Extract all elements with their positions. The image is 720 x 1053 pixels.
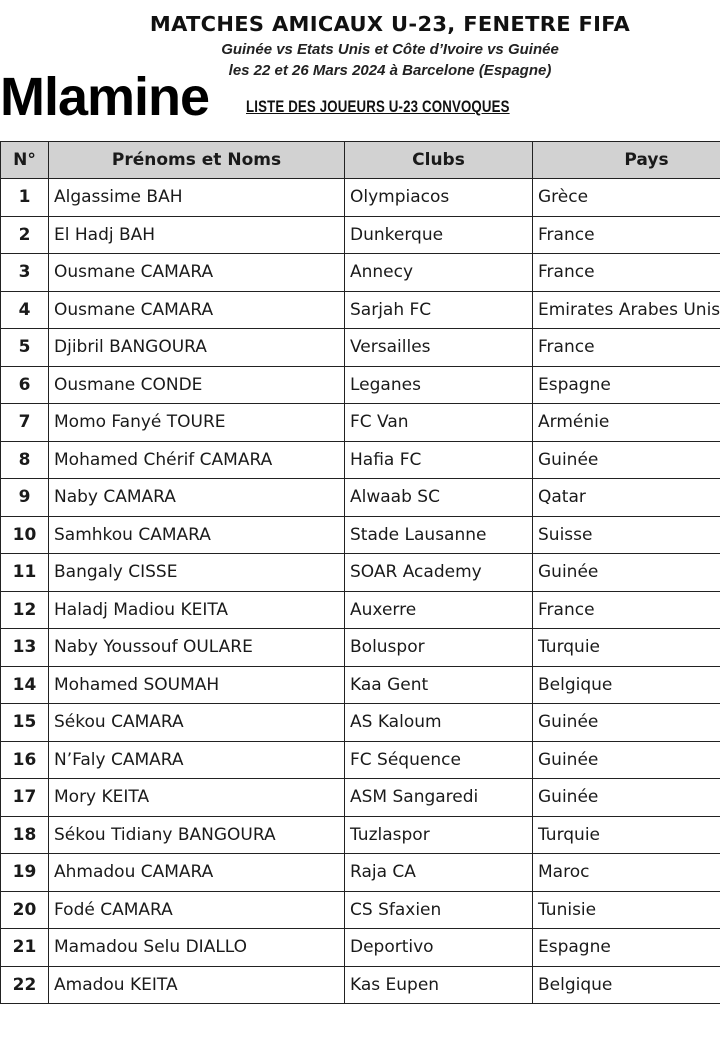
player-country: Guinée <box>533 554 720 592</box>
player-number: 12 <box>1 591 49 629</box>
column-header-number: N° <box>1 142 49 179</box>
player-country: Maroc <box>533 854 720 892</box>
table-row <box>1 404 720 442</box>
table-row <box>1 291 720 329</box>
player-number: 4 <box>1 291 49 329</box>
player-number: 9 <box>1 479 49 517</box>
table-row <box>1 479 720 517</box>
player-name: Samhkou CAMARA <box>49 516 345 554</box>
table-row <box>1 891 720 929</box>
player-name: Ousmane CAMARA <box>49 254 345 292</box>
table-row <box>1 929 720 967</box>
player-club: AS Kaloum <box>345 704 533 742</box>
table-header-row <box>1 142 720 179</box>
player-number: 22 <box>1 966 49 1004</box>
table-row <box>1 329 720 367</box>
player-name: Amadou KEITA <box>49 966 345 1004</box>
table-row <box>1 741 720 779</box>
player-country: Belgique <box>533 666 720 704</box>
player-name: Ousmane CAMARA <box>49 291 345 329</box>
player-club: Versailles <box>345 329 533 367</box>
player-number: 3 <box>1 254 49 292</box>
table-row <box>1 779 720 817</box>
table-row <box>1 366 720 404</box>
player-number: 1 <box>1 179 49 217</box>
player-number: 21 <box>1 929 49 967</box>
player-club: FC Van <box>345 404 533 442</box>
player-club: ASM Sangaredi <box>345 779 533 817</box>
player-country: France <box>533 591 720 629</box>
player-club: FC Séquence <box>345 741 533 779</box>
player-name: Naby CAMARA <box>49 479 345 517</box>
player-name: Algassime BAH <box>49 179 345 217</box>
player-name: Mohamed Chérif CAMARA <box>49 441 345 479</box>
table-row <box>1 554 720 592</box>
table-row <box>1 516 720 554</box>
player-number: 6 <box>1 366 49 404</box>
player-club: Olympiacos <box>345 179 533 217</box>
player-number: 17 <box>1 779 49 817</box>
player-club: Alwaab SC <box>345 479 533 517</box>
player-club: Dunkerque <box>345 216 533 254</box>
player-number: 18 <box>1 816 49 854</box>
player-number: 5 <box>1 329 49 367</box>
player-name: N’Faly CAMARA <box>49 741 345 779</box>
player-name: Haladj Madiou KEITA <box>49 591 345 629</box>
player-club: Kas Eupen <box>345 966 533 1004</box>
player-number: 14 <box>1 666 49 704</box>
column-header-country: Pays <box>533 142 720 179</box>
player-club: Tuzlaspor <box>345 816 533 854</box>
player-country: France <box>533 254 720 292</box>
player-country: France <box>533 216 720 254</box>
player-country: Espagne <box>533 929 720 967</box>
player-country: Turquie <box>533 816 720 854</box>
player-country: Tunisie <box>533 891 720 929</box>
player-club: Annecy <box>345 254 533 292</box>
player-club: Stade Lausanne <box>345 516 533 554</box>
player-number: 7 <box>1 404 49 442</box>
table-row <box>1 966 720 1004</box>
player-number: 15 <box>1 704 49 742</box>
column-header-name: Prénoms et Noms <box>49 142 345 179</box>
player-number: 19 <box>1 854 49 892</box>
player-country: Arménie <box>533 404 720 442</box>
player-club: CS Sfaxien <box>345 891 533 929</box>
player-name: Bangaly CISSE <box>49 554 345 592</box>
player-club: Sarjah FC <box>345 291 533 329</box>
table-row <box>1 254 720 292</box>
table-row <box>1 591 720 629</box>
watermark: Mlamine <box>0 67 210 127</box>
player-country: Grèce <box>533 179 720 217</box>
table-row <box>1 854 720 892</box>
player-country: Espagne <box>533 366 720 404</box>
player-name: Mory KEITA <box>49 779 345 817</box>
table-row <box>1 441 720 479</box>
player-country: France <box>533 329 720 367</box>
match-subtitle: Guinée vs Etats Unis et Côte d’Ivoire vs Guinée <box>221 41 559 58</box>
date-location-subtitle: les 22 et 26 Mars 2024 à Barcelone (Espagne) <box>228 62 552 79</box>
player-club: Raja CA <box>345 854 533 892</box>
player-number: 16 <box>1 741 49 779</box>
player-name: Mohamed SOUMAH <box>49 666 345 704</box>
player-name: Naby Youssouf OULARE <box>49 629 345 667</box>
player-country: Guinée <box>533 741 720 779</box>
player-club: Boluspor <box>345 629 533 667</box>
player-number: 13 <box>1 629 49 667</box>
player-name: Sékou CAMARA <box>49 704 345 742</box>
player-country: Turquie <box>533 629 720 667</box>
players-table <box>0 141 720 1004</box>
table-row <box>1 629 720 667</box>
player-club: Kaa Gent <box>345 666 533 704</box>
column-header-club: Clubs <box>345 142 533 179</box>
document-title: MATCHES AMICAUX U-23, FENETRE FIFA <box>149 12 631 36</box>
player-club: Leganes <box>345 366 533 404</box>
table-row <box>1 704 720 742</box>
player-country: Suisse <box>533 516 720 554</box>
player-name: Djibril BANGOURA <box>49 329 345 367</box>
player-country: Guinée <box>533 441 720 479</box>
table-row <box>1 816 720 854</box>
player-country: Guinée <box>533 779 720 817</box>
player-country: Qatar <box>533 479 720 517</box>
player-country: Guinée <box>533 704 720 742</box>
list-title: LISTE DES JOUEURS U-23 CONVOQUES <box>246 97 510 116</box>
player-club: SOAR Academy <box>345 554 533 592</box>
table-body <box>1 179 720 1004</box>
table-row <box>1 179 720 217</box>
player-name: Fodé CAMARA <box>49 891 345 929</box>
player-number: 2 <box>1 216 49 254</box>
table-row <box>1 216 720 254</box>
player-club: Auxerre <box>345 591 533 629</box>
player-name: Mamadou Selu DIALLO <box>49 929 345 967</box>
player-country: Emirates Arabes Unis <box>533 291 720 329</box>
player-number: 10 <box>1 516 49 554</box>
player-name: Sékou Tidiany BANGOURA <box>49 816 345 854</box>
player-name: El Hadj BAH <box>49 216 345 254</box>
player-number: 11 <box>1 554 49 592</box>
player-club: Hafia FC <box>345 441 533 479</box>
table-row <box>1 666 720 704</box>
player-name: Ahmadou CAMARA <box>49 854 345 892</box>
player-number: 20 <box>1 891 49 929</box>
player-country: Belgique <box>533 966 720 1004</box>
player-club: Deportivo <box>345 929 533 967</box>
player-name: Momo Fanyé TOURE <box>49 404 345 442</box>
player-name: Ousmane CONDE <box>49 366 345 404</box>
player-number: 8 <box>1 441 49 479</box>
